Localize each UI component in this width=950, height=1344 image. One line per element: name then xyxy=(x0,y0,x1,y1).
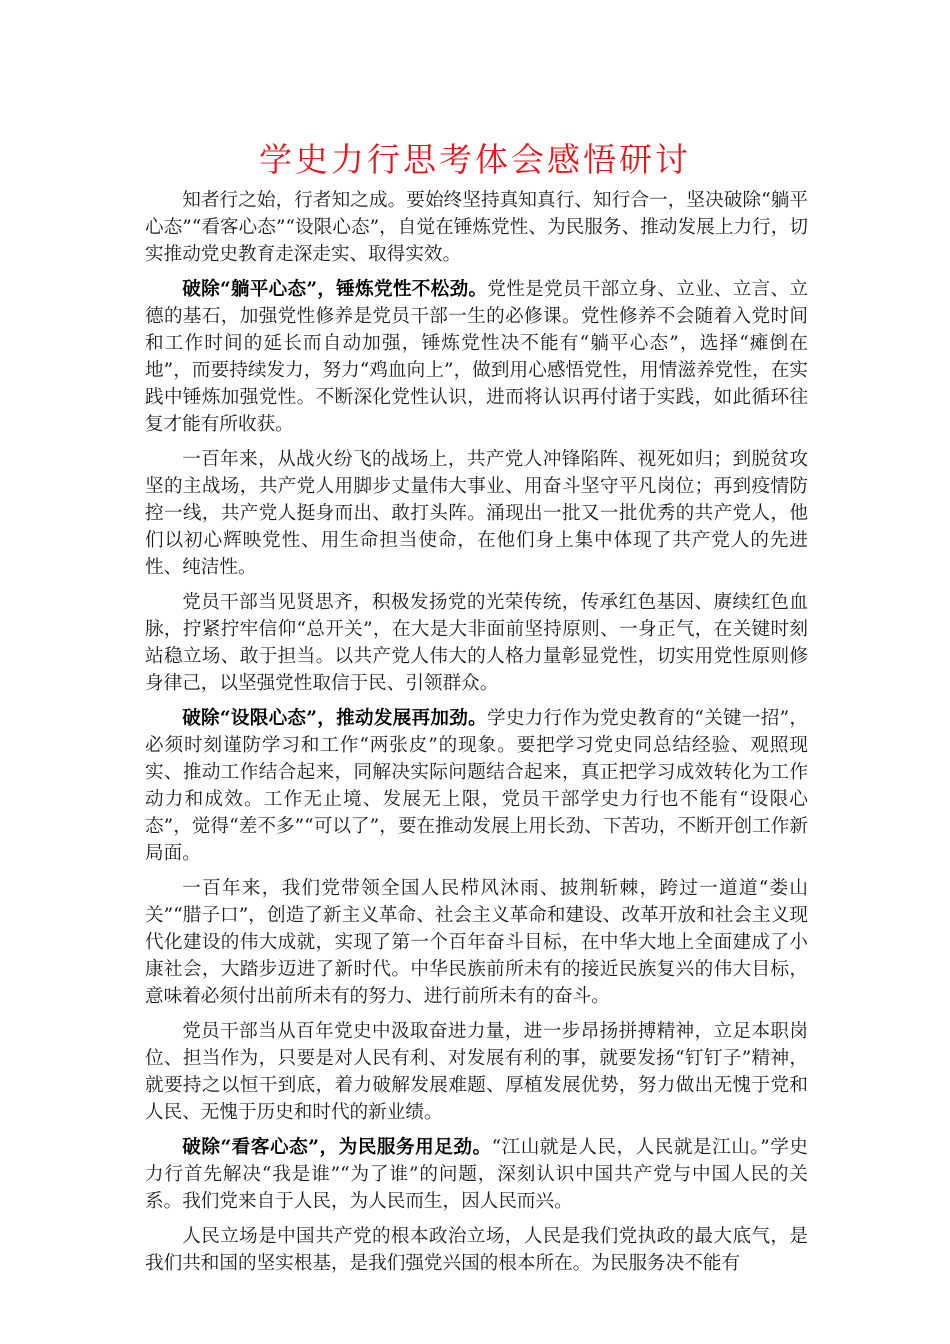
paragraph-4 xyxy=(145,589,808,697)
paragraph-7 xyxy=(145,1018,808,1126)
document-title: 学史力行思考体会感悟研讨 xyxy=(259,140,691,179)
paragraph-9-text: 人民立场是中国共产党的根本政治立场，人民是我们党执政的最大底气，是我们共和国的坚实根基，是我们强党兴国的根本所在。为民服务决不能有 xyxy=(145,1226,808,1274)
paragraph-5 xyxy=(145,705,808,867)
paragraph-7-text: 党员干部当从百年党史中汲取奋进力量，进一步昂扬拼搏精神，立足本职岗位、担当作为，只要是对人民有利、对发展有利的事，就要发扬“钉钉子”精神，就要持之以恒干到底，着力破解发展难题、厚植发展优势，努力做出无愧于党和人民、无愧于历史和时代的新业绩。 xyxy=(145,1021,808,1123)
paragraph-5-lead: 破除“设限心态”，推动发展再加劲。 xyxy=(182,708,487,729)
paragraph-2-text: 党性是党员干部立身、立业、立言、立德的基石，加强党性修养是党员干部一生的必修课。党性修养不会随着入党时间和工作时间的延长而自动加强，锤炼党性决不能有“躺平心态”，选择“瘫倒在地”，而要持续发力，努力“鸡血向上”，做到用心感悟党性，用情滋养党性，在实践中锤炼加强党性。不断深化党性认识，进而将认识再付诸于实践，如此循环往复才能有所收获。 xyxy=(145,279,808,435)
paragraph-6 xyxy=(145,875,808,1010)
paragraph-4-text: 党员干部当见贤思齐，积极发扬党的光荣传统，传承红色基因、赓续红色血脉，拧紧拧牢信仰“总开关”，在大是大非面前坚持原则、一身正气，在关键时刻站稳立场、敢于担当。以共产党人伟大的人格力量彰显党性，切实用党性原则修身律己，以坚强党性取信于民、引领群众。 xyxy=(145,592,808,694)
paragraph-8-text: “江山就是人民，人民就是江山。”学史力行首先解决“我是谁”“为了谁”的问题，深刻认识中国共产党与中国人民的关系。我们党来自于人民，为人民而生，因人民而兴。 xyxy=(145,1137,808,1212)
paragraph-8 xyxy=(145,1134,808,1215)
paragraph-3 xyxy=(145,446,808,581)
paragraph-1-text: 知者行之始，行者知之成。要始终坚持真知真行、知行合一，坚决破除“躺平心态”“看客心态”“设限心态”，自觉在锤炼党性、为民服务、推动发展上力行，切实推动党史教育走深走实、取得实效。 xyxy=(145,190,808,265)
paragraph-2 xyxy=(145,276,808,438)
paragraph-9 xyxy=(145,1223,808,1277)
paragraph-1 xyxy=(145,187,808,268)
paragraph-3-text: 一百年来，从战火纷飞的战场上，共产党人冲锋陷阵、视死如归；到脱贫攻坚的主战场，共产党人用脚步丈量伟大事业、用奋斗坚守平凡岗位；再到疫情防控一线，共产党人挺身而出、敢打头阵。涌现出一批又一批优秀的共产党人，他们以初心辉映党性、用生命担当使命，在他们身上集中体现了共产党人的先进性、纯洁性。 xyxy=(145,449,808,578)
paragraph-6-text: 一百年来，我们党带领全国人民栉风沐雨、披荆斩棘，跨过一道道“娄山关”“腊子口”，创造了新主义革命、社会主义革命和建设、改革开放和社会主义现代化建设的伟大成就，实现了第一个百年奋斗目标，在中华大地上全面建成了小康社会，大踏步迈进了新时代。中华民族前所未有的接近民族复兴的伟大目标，意味着必须付出前所未有的努力、进行前所未有的奋斗。 xyxy=(145,878,808,1007)
paragraph-5-text: 学史力行作为党史教育的“关键一招”，必须时刻谨防学习和工作“两张皮”的现象。要把学习党史同总结经验、观照现实、推动工作结合起来，同解决实际问题结合起来，真正把学习成效转化为工作动力和成效。工作无止境、发展无上限，党员干部学史力行也不能有“设限心态”，觉得“差不多”“可以了”，要在推动发展上用长劲、下苦功，不断开创工作新局面。 xyxy=(145,708,808,864)
paragraph-2-lead: 破除“躺平心态”，锤炼党性不松劲。 xyxy=(182,279,488,300)
document-body xyxy=(145,187,808,1285)
paragraph-8-lead: 破除“看客心态”，为民服务用足劲。 xyxy=(182,1137,492,1158)
